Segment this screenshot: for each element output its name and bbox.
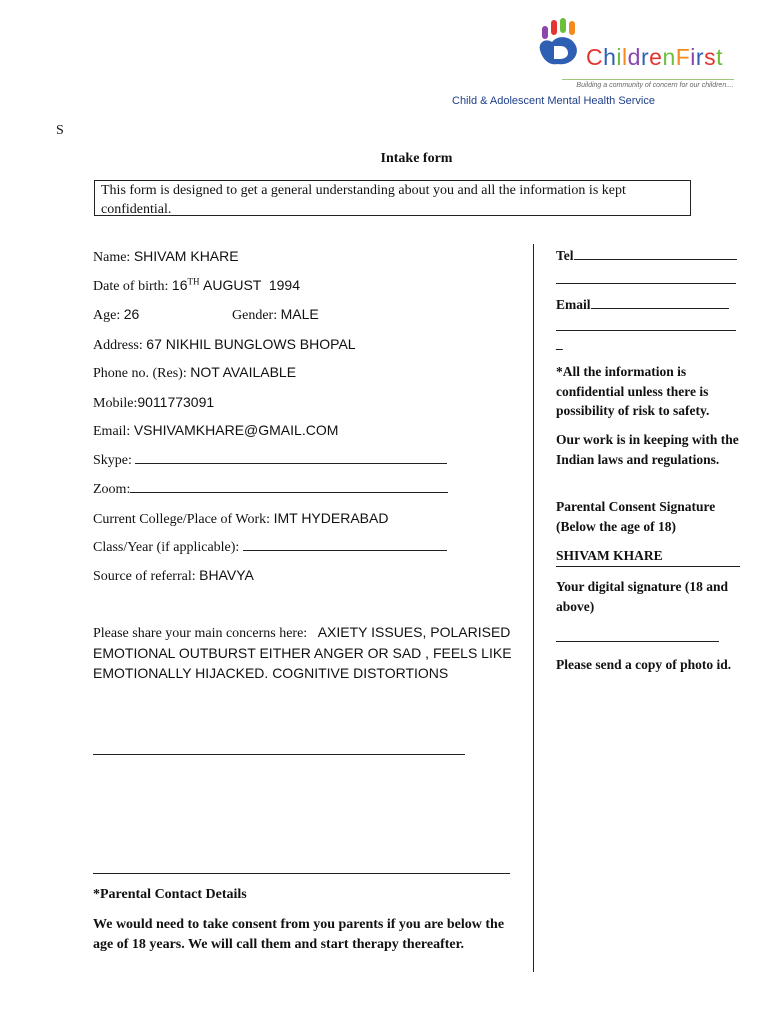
column-divider: [533, 244, 534, 972]
skype-blank[interactable]: [135, 451, 447, 464]
zoom-label: Zoom:: [93, 482, 131, 497]
referral-field: [93, 566, 254, 586]
stray-character: S: [56, 123, 64, 138]
gender-label: Gender:: [232, 308, 278, 323]
mobile-field: [93, 393, 214, 413]
dob-month-year: AUGUST 1994: [203, 277, 301, 293]
signature-line: [556, 566, 740, 567]
mobile-label: Mobile:: [93, 396, 138, 411]
concerns-value: AXIETY ISSUES, POLARISED EMOTIONAL OUTBURST EITHER ANGER OR SAD , FEELS LIKE EMOTIONALLY HIJACKED. COGNITIVE DISTORTIONS: [93, 624, 512, 681]
email-contact-blank[interactable]: [591, 295, 729, 309]
email-label: Email:: [93, 424, 131, 439]
gender-value: MALE: [280, 306, 319, 322]
zoom-field: [93, 480, 448, 499]
logo-underline: [562, 79, 734, 80]
intro-box: This form is designed to get a general understanding about you and all the information is kept confidential.: [94, 180, 691, 216]
photo-id-note: Please send a copy of photo id.: [556, 657, 732, 672]
dash-mark: _: [556, 336, 563, 351]
digital-signature-line[interactable]: [556, 641, 719, 642]
email-field: [93, 421, 338, 441]
skype-field: [93, 451, 447, 470]
address-label: Address:: [93, 338, 143, 353]
parental-contact-title: *Parental Contact Details: [93, 887, 247, 902]
section-divider: [93, 873, 510, 874]
digital-signature-label: Your digital signature (18 and above): [556, 579, 729, 614]
children-first-logo: [536, 16, 736, 98]
phone-label: Phone no. (Res):: [93, 366, 187, 381]
email-contact-label: Email: [556, 297, 591, 312]
dob-label: Date of birth:: [93, 279, 169, 294]
signature-name: SHIVAM KHARE: [556, 548, 663, 563]
college-value: IMT HYDERABAD: [273, 510, 389, 526]
email-contact-field: [556, 295, 746, 315]
age-field: [93, 305, 139, 325]
zoom-blank[interactable]: [130, 480, 448, 493]
email-blank-line-2[interactable]: [556, 330, 736, 331]
parental-consent-label: Parental Consent Signature (Below the age of 18): [556, 499, 716, 534]
logo-tagline: Building a community of concern for our children....: [576, 82, 734, 89]
address-value: 67 NIKHIL BUNGLOWS BHOPAL: [146, 336, 356, 352]
name-label: Name:: [93, 250, 131, 265]
tel-field: [556, 246, 746, 266]
email-value: VSHIVAMKHARE@GMAIL.COM: [133, 422, 339, 438]
concerns-blank-line[interactable]: [93, 754, 465, 755]
name-value: SHIVAM KHARE: [133, 248, 239, 264]
skype-label: Skype:: [93, 453, 132, 468]
phone-field: [93, 363, 296, 383]
phone-value: NOT AVAILABLE: [190, 364, 297, 380]
parental-contact-body: We would need to take consent from you parents if you are below the age of 18 years. We will call them and start therapy thereafter.: [93, 917, 505, 952]
service-name: Child & Adolescent Mental Health Service: [452, 95, 655, 107]
logo-wordmark: ChildrenFirst: [586, 44, 723, 70]
name-field: [93, 247, 239, 267]
tel-blank-line-2[interactable]: [556, 283, 736, 284]
form-title: Intake form: [380, 151, 453, 166]
college-label: Current College/Place of Work:: [93, 512, 271, 527]
referral-label: Source of referral:: [93, 569, 196, 584]
age-label: Age:: [93, 308, 121, 323]
dob-day: 16: [171, 277, 188, 293]
class-blank[interactable]: [243, 538, 447, 551]
dob-suffix: TH: [187, 276, 200, 287]
address-field: [93, 335, 356, 355]
concerns-label: Please share your main concerns here:: [93, 626, 308, 641]
concerns-field: [93, 623, 518, 685]
confidential-note: *All the information is confidential unless there is possibility of risk to safety.: [556, 364, 710, 418]
class-label: Class/Year (if applicable):: [93, 540, 240, 555]
laws-note: Our work is in keeping with the Indian laws and regulations.: [556, 432, 739, 467]
class-field: [93, 538, 447, 557]
tel-label: Tel: [556, 248, 574, 263]
tel-blank[interactable]: [574, 246, 737, 260]
mobile-value: 9011773091: [137, 394, 215, 410]
age-value: 26: [123, 306, 140, 322]
dob-field: [93, 276, 300, 296]
referral-value: BHAVYA: [199, 567, 254, 583]
college-field: [93, 509, 388, 529]
gender-field: [232, 305, 319, 325]
